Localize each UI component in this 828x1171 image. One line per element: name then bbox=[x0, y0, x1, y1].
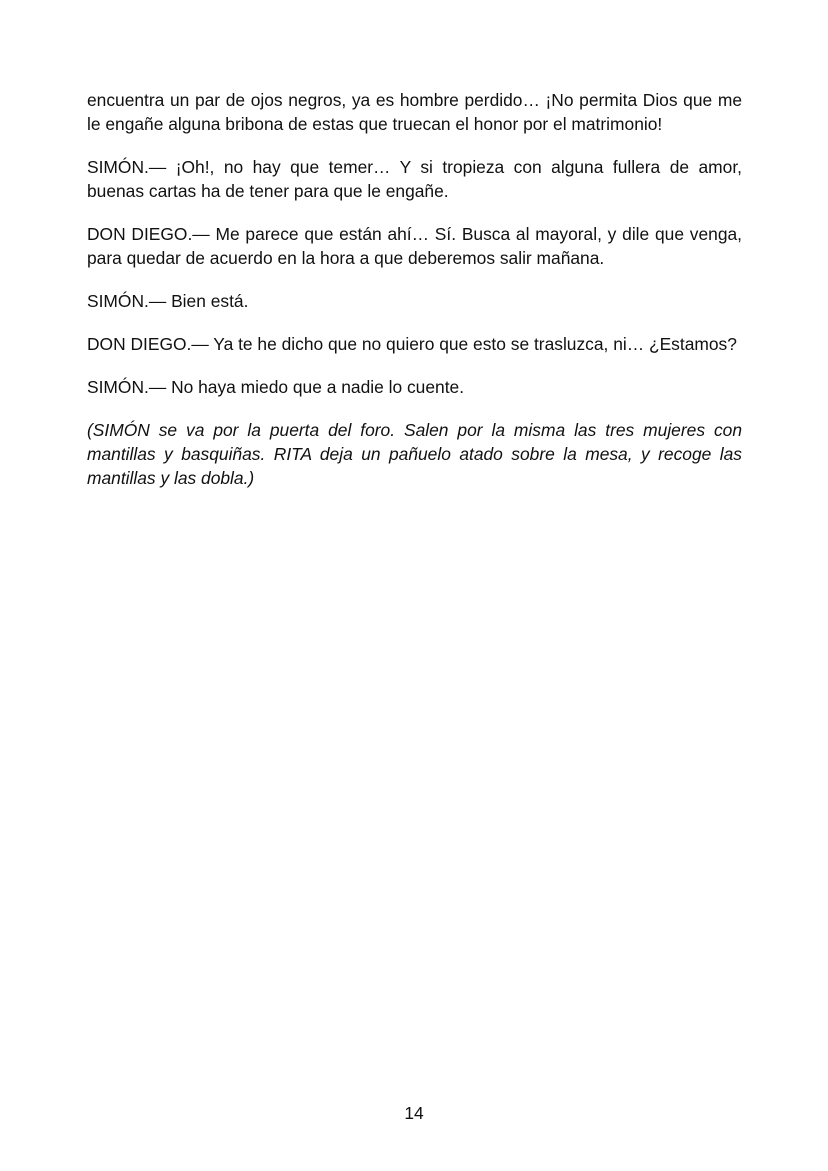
speaker-label: DON DIEGO.— bbox=[87, 334, 209, 354]
speaker-label: SIMÓN.— bbox=[87, 157, 167, 177]
speaker-label: SIMÓN.— bbox=[87, 377, 167, 397]
document-page-body bbox=[87, 88, 742, 509]
dialogue-simon-2 bbox=[87, 289, 742, 313]
stage-direction-text: (SIMÓN se va por la puerta del foro. Salen por la misma las tres mujeres con mantillas y basquiñas. RITA deja un pañuelo atado sobre la mesa, y recoge las mantillas y las dobla.) bbox=[87, 420, 742, 488]
speech-text: Me parece que están ahí… Sí. Busca al mayoral, y dile que venga, para quedar de acuerdo en la hora a que deberemos salir mañana. bbox=[87, 224, 742, 268]
speech-text: Ya te he dicho que no quiero que esto se trasluzca, ni… ¿Estamos? bbox=[213, 334, 737, 354]
dialogue-simon-1 bbox=[87, 155, 742, 203]
speech-text: Bien está. bbox=[171, 291, 249, 311]
speaker-label: DON DIEGO.— bbox=[87, 224, 210, 244]
dialogue-simon-3 bbox=[87, 375, 742, 399]
page-number: 14 bbox=[404, 1103, 424, 1123]
stage-direction bbox=[87, 418, 742, 490]
speech-text: ¡Oh!, no hay que temer… Y si tropieza con alguna fullera de amor, buenas cartas ha de tener para que le engañe. bbox=[87, 157, 742, 201]
speaker-label: SIMÓN.— bbox=[87, 291, 167, 311]
paragraph-continuation bbox=[87, 88, 742, 136]
speech-text: encuentra un par de ojos negros, ya es hombre perdido… ¡No permita Dios que me le engañe alguna bribona de estas que truecan el honor por el matrimonio! bbox=[87, 90, 742, 134]
dialogue-don-diego-1 bbox=[87, 222, 742, 270]
speech-text: No haya miedo que a nadie lo cuente. bbox=[171, 377, 465, 397]
dialogue-don-diego-2 bbox=[87, 332, 742, 356]
